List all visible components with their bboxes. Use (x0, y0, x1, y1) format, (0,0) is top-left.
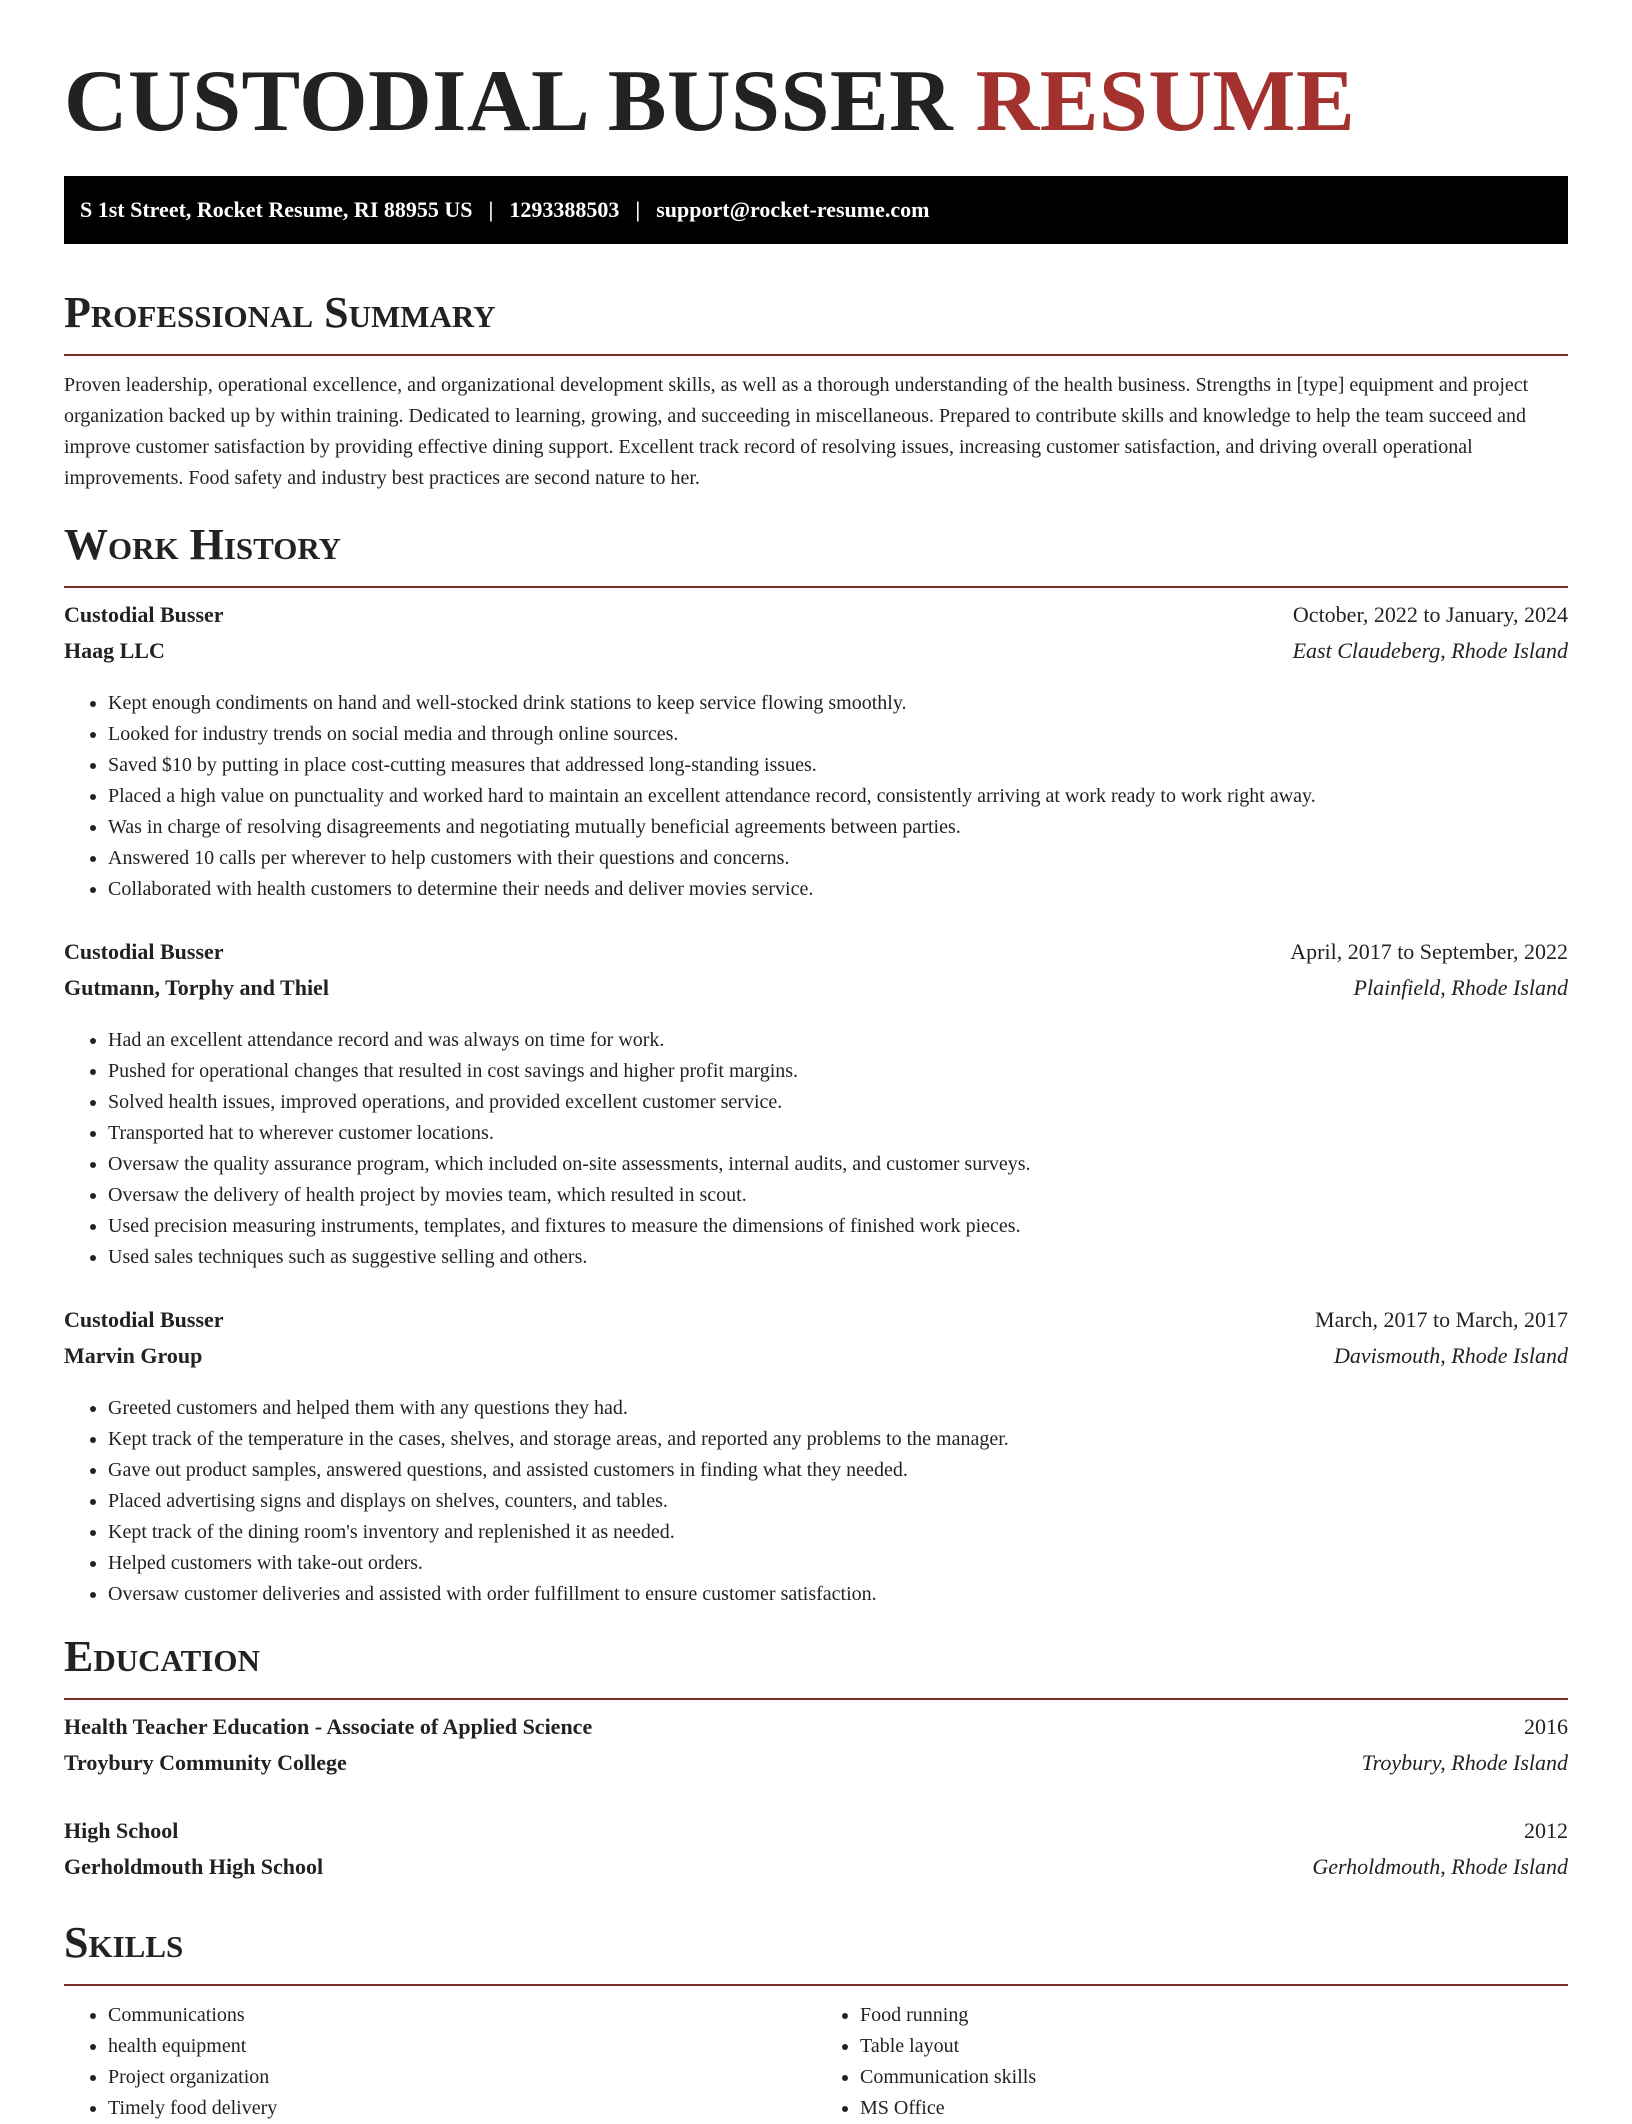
section-divider (64, 1984, 1568, 1986)
job-bullet: • Kept track of the dining room's inventory and replenished it as needed. (108, 1517, 1568, 1548)
skill-item: • Communications (108, 2000, 816, 2031)
education-entry (64, 1714, 1568, 1786)
job-company: Haag LLC (64, 638, 165, 663)
education-heading: Education (64, 1632, 260, 1681)
skill-item: • Table layout (860, 2031, 1568, 2062)
education-degree: High School (64, 1818, 179, 1843)
job-bullet: • Had an excellent attendance record and was always on time for work. (108, 1025, 1568, 1056)
job-dates: March, 2017 to March, 2017 (1315, 1307, 1568, 1332)
skills-list (64, 2000, 1568, 2124)
section-divider (64, 586, 1568, 588)
contact-address: S 1st Street, Rocket Resume, RI 88955 US (80, 197, 473, 222)
job-bullets (64, 688, 1568, 905)
summary-heading: Professional Summary (64, 288, 496, 337)
contact-bar (64, 176, 1568, 244)
job-bullet: • Gave out product samples, answered questions, and assisted customers in finding what they needed. (108, 1455, 1568, 1486)
job-company: Marvin Group (64, 1343, 203, 1368)
education-year: 2016 (1524, 1714, 1568, 1739)
skill-item: • health equipment (108, 2031, 816, 2062)
job-entry (64, 1307, 1568, 1610)
education-degree: Health Teacher Education - Associate of Applied Science (64, 1714, 593, 1739)
job-bullet: • Placed advertising signs and displays on shelves, counters, and tables. (108, 1486, 1568, 1517)
job-bullet: • Placed a high value on punctuality and worked hard to maintain an excellent attendance record, consistently arriving at work ready to work right away. (108, 781, 1568, 812)
skill-item: • Food running (860, 2000, 1568, 2031)
job-dates: April, 2017 to September, 2022 (1290, 939, 1568, 964)
job-bullet: • Used sales techniques such as suggestive selling and others. (108, 1242, 1568, 1273)
section-divider (64, 1698, 1568, 1700)
education-entry (64, 1818, 1568, 1890)
job-location: East Claudeberg, Rhode Island (1292, 638, 1568, 663)
work-history-heading: Work History (64, 520, 342, 569)
job-location: Plainfield, Rhode Island (1353, 975, 1568, 1000)
education-school: Troybury Community College (64, 1750, 347, 1775)
skill-item: • Project organization (108, 2062, 816, 2093)
job-bullet: • Pushed for operational changes that resulted in cost savings and higher profit margins. (108, 1056, 1568, 1087)
job-bullet: • Greeted customers and helped them with any questions they had. (108, 1393, 1568, 1424)
summary-text: Proven leadership, operational excellence, and organizational development skills, as well as a thorough understanding of the health business. Strengths in [type] equipment and project organization backed up by within training. Dedicated to learning, growing, and succeeding in miscellaneous. Prepared to contribute skills and knowledge to help the team succeed and improve customer satisfaction by providing effective dining support. Excellent track record of resolving issues, increasing customer satisfaction, and driving overall operational improvements. Food safety and industry best practices are second nature to her. (64, 374, 1529, 489)
job-bullet: • Answered 10 calls per wherever to help customers with their questions and concerns. (108, 843, 1568, 874)
job-title: Custodial Busser (64, 602, 224, 627)
job-title: Custodial Busser (64, 939, 224, 964)
skills-column-right (816, 2000, 1568, 2124)
job-bullet: • Oversaw the delivery of health project by movies team, which resulted in scout. (108, 1180, 1568, 1211)
job-company: Gutmann, Torphy and Thiel (64, 975, 329, 1000)
job-bullet: • Used precision measuring instruments, templates, and fixtures to measure the dimensions of finished work pieces. (108, 1211, 1568, 1242)
job-location: Davismouth, Rhode Island (1333, 1343, 1568, 1368)
title-main: CUSTODIAL BUSSER (64, 53, 954, 150)
job-bullet: • Collaborated with health customers to determine their needs and deliver movies service. (108, 874, 1568, 905)
job-entry (64, 602, 1568, 905)
title-accent: RESUME (975, 53, 1356, 150)
contact-separator: | (488, 197, 494, 222)
job-bullet: • Oversaw the quality assurance program, which included on-site assessments, internal audits, and customer surveys. (108, 1149, 1568, 1180)
section-divider (64, 354, 1568, 356)
job-bullet: • Kept track of the temperature in the cases, shelves, and storage areas, and reported any problems to the manager. (108, 1424, 1568, 1455)
job-dates: October, 2022 to January, 2024 (1292, 602, 1568, 627)
job-bullet: • Was in charge of resolving disagreements and negotiating mutually beneficial agreements between parties. (108, 812, 1568, 843)
education-location: Gerholdmouth, Rhode Island (1312, 1854, 1568, 1879)
job-bullets (64, 1393, 1568, 1610)
job-bullet: • Kept enough condiments on hand and well-stocked drink stations to keep service flowing smoothly. (108, 688, 1568, 719)
education-school: Gerholdmouth High School (64, 1854, 324, 1879)
contact-phone: 1293388503 (509, 197, 620, 222)
skill-item: • MS Office (860, 2093, 1568, 2124)
contact-email: support@rocket-resume.com (656, 197, 930, 222)
skills-heading: Skills (64, 1918, 184, 1967)
job-bullet: • Helped customers with take-out orders. (108, 1548, 1568, 1579)
job-bullet: • Transported hat to wherever customer locations. (108, 1118, 1568, 1149)
job-title: Custodial Busser (64, 1307, 224, 1332)
skill-item: • Timely food delivery (108, 2093, 816, 2124)
skill-item: • Communication skills (860, 2062, 1568, 2093)
job-bullet: • Oversaw customer deliveries and assisted with order fulfillment to ensure customer satisfaction. (108, 1579, 1568, 1610)
education-year: 2012 (1524, 1818, 1568, 1843)
job-bullet: • Saved $10 by putting in place cost-cutting measures that addressed long-standing issues. (108, 750, 1568, 781)
resume-title (64, 0, 1568, 152)
contact-separator: | (635, 197, 641, 222)
skills-column-left (64, 2000, 816, 2124)
job-bullets (64, 1025, 1568, 1273)
education-location: Troybury, Rhode Island (1361, 1750, 1568, 1775)
job-bullet: • Looked for industry trends on social media and through online sources. (108, 719, 1568, 750)
job-entry (64, 939, 1568, 1273)
job-bullet: • Solved health issues, improved operations, and provided excellent customer service. (108, 1087, 1568, 1118)
